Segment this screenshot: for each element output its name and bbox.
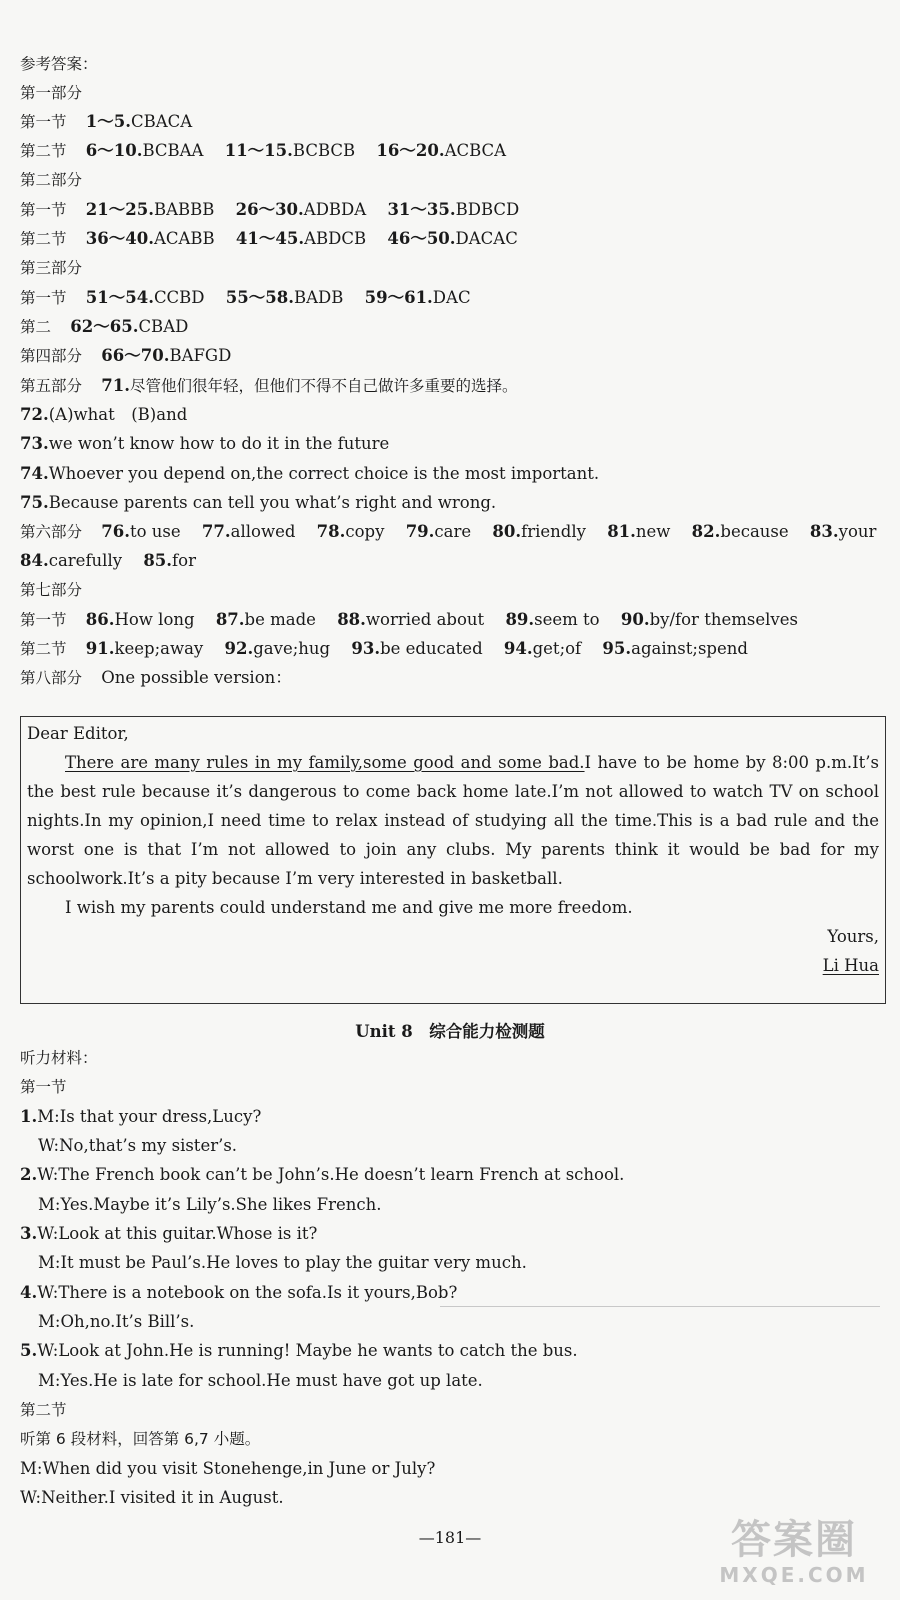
- answer-num: 84.: [20, 551, 49, 570]
- answer-num: 41～45.: [235, 229, 305, 248]
- answer-num: 82.: [691, 522, 721, 541]
- scan-divider: [440, 1306, 880, 1307]
- answer-text: keep;away: [114, 639, 204, 658]
- answer-num: 78.: [316, 522, 346, 541]
- answer-text: be educated: [380, 639, 483, 658]
- listening-title: 听力材料：: [20, 1049, 98, 1067]
- watermark-domain: MXQE.COM: [719, 1563, 869, 1587]
- answer-text: Because parents can tell you what’s right and wrong.: [48, 493, 497, 512]
- answer-text: 尽管他们很年轻，但他们不得不自己做许多重要的选择。: [129, 377, 518, 395]
- site-watermark: [704, 1518, 884, 1594]
- part2-sec2: [20, 227, 886, 251]
- answer-text: CBACA: [130, 112, 193, 131]
- answer-num: 73.: [20, 434, 49, 453]
- answer-item: [86, 141, 204, 160]
- dialogue-text: W:Look at John.He is running! Maybe he wants to catch the bus.: [37, 1341, 578, 1360]
- answer-item: [810, 522, 877, 541]
- answer-text: copy: [345, 522, 385, 541]
- answer-item: [202, 522, 296, 541]
- essay-greeting: Dear Editor,: [27, 724, 129, 743]
- answer-text: by/for themselves: [649, 610, 798, 629]
- answer-item: [406, 522, 471, 541]
- answer-num: 85.: [143, 551, 173, 570]
- part5-q71: [20, 374, 886, 398]
- answer-num: 76.: [101, 522, 130, 541]
- part3-sec1: [20, 286, 886, 310]
- essay-paragraph-1: [27, 748, 879, 893]
- part5-q72: [20, 403, 886, 427]
- section-label: 第二节: [20, 142, 67, 160]
- part3-sec2: [20, 315, 886, 339]
- answer-text: ADBDA: [303, 200, 367, 219]
- part6-line1: [20, 520, 886, 544]
- answer-text: for: [172, 551, 196, 570]
- dialogue-1-line-1: [20, 1105, 886, 1129]
- answer-num: 16～20.: [376, 141, 445, 160]
- answer-num: 1～5.: [85, 112, 131, 131]
- answer-num: 66～70.: [101, 346, 170, 365]
- answer-item: [86, 288, 205, 307]
- answer-item: [86, 639, 204, 658]
- answer-text: new: [635, 522, 671, 541]
- answer-item: [225, 141, 355, 160]
- dialogue-2-line-2: M:Yes.Maybe it’s Lily’s.She likes French.: [38, 1195, 382, 1214]
- unit-title: Unit 8 综合能力检测题: [355, 1022, 545, 1041]
- answer-text: (A)what (B)and: [48, 405, 188, 424]
- answer-num: 31～35.: [387, 200, 456, 219]
- answer-text: against;spend: [631, 639, 748, 658]
- section-label: 第五部分: [20, 377, 83, 395]
- answer-num: 95.: [602, 639, 632, 658]
- essay-text: I wish my parents could understand me and give me more freedom.: [65, 898, 633, 917]
- answer-text: ABDCB: [304, 229, 367, 248]
- answer-text: care: [434, 522, 472, 541]
- answer-text: DAC: [432, 288, 471, 307]
- answer-text: friendly: [521, 522, 586, 541]
- part7-sec2: [20, 637, 886, 661]
- essay-signature: Li Hua: [822, 956, 879, 975]
- answer-num: 86.: [85, 610, 115, 629]
- answer-item: [226, 288, 344, 307]
- section-label: 第六部分: [20, 523, 83, 541]
- dialogue-text: W:There is a notebook on the sofa.Is it yours,Bob?: [37, 1283, 458, 1302]
- answer-num: 21～25.: [85, 200, 154, 219]
- dialogue-num: 1.: [20, 1107, 38, 1126]
- answer-num: 59～61.: [364, 288, 433, 307]
- section-label: 第二节: [20, 230, 67, 248]
- part7-sec1: [20, 608, 886, 632]
- answer-num: 94.: [503, 639, 533, 658]
- dialogue-6-line-2: W:Neither.I visited it in August.: [20, 1488, 284, 1507]
- answer-text: seem to: [534, 610, 600, 629]
- essay-text: I have to be home by 8:00 p.m.It’s the best rule because it’s dangerous to come back home late.I’m not allowed to watch TV on school nights.In my opinion,I need time to relax instead of studying all the time.This is a bad rule and the worst one is that I’m not allowed to join any clubs. My parents think it would be bad for my schoolwork.It’s a pity because I’m very interested in basketball.: [27, 753, 879, 888]
- section-label: 第二节: [20, 640, 67, 658]
- part6-line2: [20, 549, 886, 573]
- answer-text: BABBB: [153, 200, 215, 219]
- answer-num: 79.: [405, 522, 435, 541]
- watermark-logo-text: 答案圈: [731, 1517, 857, 1563]
- section-label: 第四部分: [20, 347, 83, 365]
- answer-num: 72.: [20, 405, 49, 424]
- answer-num: 89.: [505, 610, 535, 629]
- answer-text: How long: [114, 610, 195, 629]
- answer-item: [143, 551, 196, 570]
- dialogue-text: W:Look at this guitar.Whose is it?: [37, 1224, 318, 1243]
- answer-num: 62～65.: [70, 317, 139, 336]
- dialogue-num: 5.: [20, 1341, 38, 1360]
- answer-text: BCBCB: [292, 141, 356, 160]
- part2-sec1: [20, 198, 886, 222]
- part1-title: 第一部分: [20, 84, 83, 102]
- answer-num: 75.: [20, 493, 49, 512]
- dialogue-4-line-1: [20, 1281, 886, 1305]
- answer-text: BDBCD: [455, 200, 520, 219]
- dialogue-5-line-1: [20, 1339, 886, 1363]
- answer-num: 87.: [215, 610, 245, 629]
- dialogue-1-line-2: W:No,that’s my sister’s.: [38, 1136, 238, 1155]
- answer-num: 83.: [809, 522, 839, 541]
- answer-text: Whoever you depend on,the correct choice is the most important.: [48, 464, 600, 483]
- answer-text: CBAD: [138, 317, 189, 336]
- answer-item: [70, 317, 188, 336]
- dialogue-3-line-1: [20, 1222, 886, 1246]
- answer-item: [86, 200, 215, 219]
- dialogue-num: 3.: [20, 1224, 38, 1243]
- part5-q74: [20, 462, 886, 486]
- answer-item: [505, 610, 599, 629]
- part5-q75: [20, 491, 886, 515]
- answer-text: worried about: [365, 610, 485, 629]
- essay-box: [20, 716, 886, 1004]
- essay-paragraph-2: [27, 893, 879, 922]
- answer-text: ACBCA: [444, 141, 507, 160]
- dialogue-num: 4.: [20, 1283, 38, 1302]
- answer-text: we won’t know how to do it in the future: [48, 434, 390, 453]
- part5-q73: [20, 432, 886, 456]
- part8-text: One possible version：: [101, 668, 292, 687]
- answer-item: [492, 522, 586, 541]
- dialogue-text: M:Is that your dress,Lucy?: [37, 1107, 262, 1126]
- dialogue-2-line-1: [20, 1163, 886, 1187]
- section-label: 第一节: [20, 113, 67, 131]
- part8: [20, 666, 886, 690]
- answer-text: CCBD: [153, 288, 205, 307]
- answer-item: [101, 346, 231, 365]
- answer-num: 77.: [201, 522, 231, 541]
- section-label: 第一节: [20, 201, 67, 219]
- answer-num: 6～10.: [85, 141, 143, 160]
- answer-item: [216, 610, 316, 629]
- answer-item: [376, 141, 506, 160]
- answer-item: [621, 610, 798, 629]
- answer-num: 36～40.: [85, 229, 154, 248]
- answer-text: be made: [244, 610, 316, 629]
- answer-num: 26～30.: [235, 200, 304, 219]
- part3-title: 第三部分: [20, 259, 83, 277]
- answer-num: 91.: [85, 639, 115, 658]
- answer-item: [387, 200, 519, 219]
- answer-text: BAFGD: [169, 346, 232, 365]
- dialogue-5-line-2: M:Yes.He is late for school.He must have got up late.: [38, 1371, 483, 1390]
- answer-item: [20, 551, 122, 570]
- answer-num: 51～54.: [85, 288, 154, 307]
- answer-num: 88.: [337, 610, 366, 629]
- listening-sec2: 第二节: [20, 1401, 67, 1419]
- dialogue-text: W:The French book can’t be John’s.He doesn’t learn French at school.: [37, 1165, 625, 1184]
- section-label: 第一节: [20, 611, 67, 629]
- answer-text: DACAC: [455, 229, 518, 248]
- answer-num: 71.: [101, 376, 130, 395]
- answer-item: [317, 522, 385, 541]
- listening-instruction: 听第 6 段材料，回答第 6,7 小题。: [20, 1430, 261, 1448]
- part1-sec1: [20, 110, 886, 134]
- answers-heading: 参考答案：: [20, 55, 98, 73]
- answer-num: 80.: [492, 522, 522, 541]
- answer-text: gave;hug: [253, 639, 331, 658]
- answer-item: [387, 229, 517, 248]
- listening-sec1: 第一节: [20, 1078, 67, 1096]
- dialogue-num: 2.: [20, 1165, 38, 1184]
- answer-item: [337, 610, 484, 629]
- answer-text: because: [720, 522, 789, 541]
- answer-item: [86, 229, 215, 248]
- part1-sec2: [20, 139, 886, 163]
- answer-item: [365, 288, 471, 307]
- answer-text: ACABB: [153, 229, 215, 248]
- answer-num: 11～15.: [224, 141, 293, 160]
- section-label: 第八部分: [20, 669, 83, 687]
- answer-num: 74.: [20, 464, 49, 483]
- answer-text: BADB: [293, 288, 344, 307]
- answer-num: 55～58.: [225, 288, 294, 307]
- dialogue-4-line-2: M:Oh,no.It’s Bill’s.: [38, 1312, 195, 1331]
- answer-num: 92.: [224, 639, 254, 658]
- essay-underlined-sentence: There are many rules in my family,some good and some bad.: [65, 753, 585, 772]
- answer-item: [602, 639, 748, 658]
- answer-item: [607, 522, 670, 541]
- answer-num: 81.: [607, 522, 636, 541]
- part2-title: 第二部分: [20, 171, 83, 189]
- dialogue-6-line-1: M:When did you visit Stonehenge,in June or July?: [20, 1459, 436, 1478]
- answer-item: [236, 200, 367, 219]
- answer-item: [101, 522, 180, 541]
- essay-closing: Yours,: [827, 927, 879, 946]
- answer-item: [86, 112, 192, 131]
- answer-text: carefully: [48, 551, 123, 570]
- answer-num: 93.: [351, 639, 381, 658]
- page-number: —181—: [418, 1528, 482, 1547]
- answer-item: [351, 639, 482, 658]
- part4: [20, 344, 886, 368]
- answer-item: [86, 610, 195, 629]
- answer-item: [504, 639, 581, 658]
- section-label: 第一节: [20, 289, 67, 307]
- answer-text: to use: [129, 522, 181, 541]
- part7-title: 第七部分: [20, 581, 83, 599]
- answer-item: [236, 229, 366, 248]
- dialogue-3-line-2: M:It must be Paul’s.He loves to play the guitar very much.: [38, 1253, 527, 1272]
- answer-num: 90.: [620, 610, 650, 629]
- answer-text: allowed: [230, 522, 296, 541]
- answer-text: get;of: [532, 639, 582, 658]
- answer-text: your: [838, 522, 877, 541]
- answer-num: 46～50.: [387, 229, 456, 248]
- answer-item: [225, 639, 331, 658]
- answer-item: [692, 522, 789, 541]
- section-label: 第二: [20, 318, 52, 336]
- answer-text: BCBAA: [142, 141, 204, 160]
